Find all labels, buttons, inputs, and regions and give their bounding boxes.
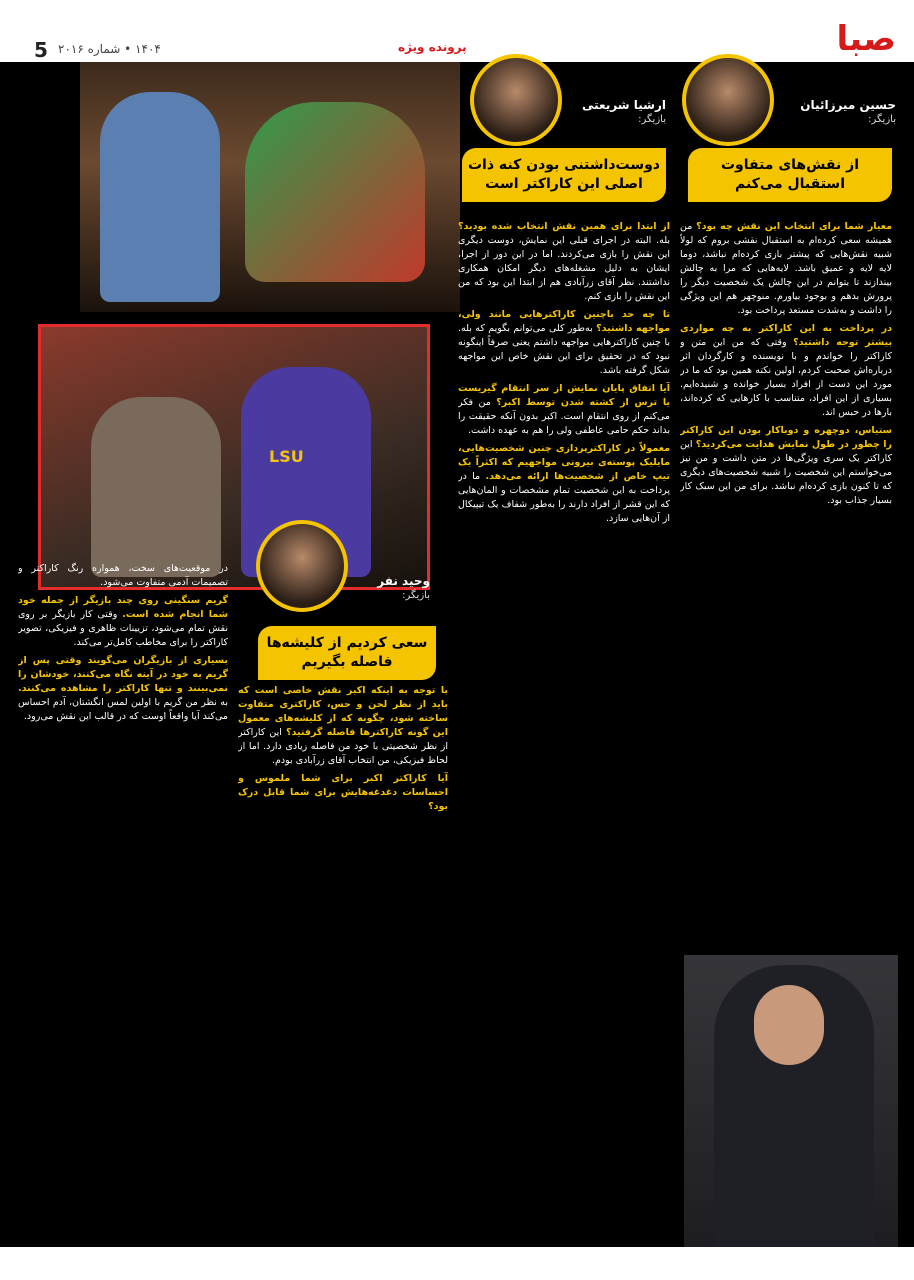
actor-face bbox=[754, 985, 824, 1065]
interview-headline: از نقش‌های متفاوت استقبال می‌کنم bbox=[688, 148, 892, 202]
interview-text bbox=[18, 562, 228, 1280]
question: از ابتدا برای همین نقش انتخاب شده بودید؟ bbox=[458, 221, 670, 232]
page-header bbox=[0, 0, 914, 62]
page-footer bbox=[0, 1247, 914, 1280]
interviewee-role: بازیگر: bbox=[868, 114, 896, 125]
issue-info: ۱۴۰۴ • شماره ۲۰۱۶ bbox=[58, 42, 161, 56]
answer: بله. البته در اجرای قبلی این نمایش، دوست دیگری این نقش را بازی می‌کردند. اما در این دور از اجرا، ایشان به دلیل مشغله‌های دیگر امکان همکاری نداشتند. نظر آقای زرآبادی هم از ابتدا این بود که من این نقش را بازی کنم. bbox=[458, 235, 670, 302]
interviewee-name: حسین میرزائیان bbox=[800, 98, 896, 112]
actor-figure bbox=[245, 102, 425, 282]
question: معمولاً در کاراکترپردازی چنین شخصیت‌هایی، مایلیک پوسته‌ی بیرونی مواجهیم که اکثراً یک تیپ خاص از شخصیت‌ها ارائه می‌دهد. bbox=[458, 443, 670, 482]
answer: وقتی که من این متن و کاراکتر را خواندم و با نویسنده و کارگردان اثر درباره‌اش صحبت کردم، اولین نکته همین بود که ما در مورد این دست از افراد بسیار خوانده و شنیده‌ایم. بسیاری از این افراد، متناسب با کارهایی که کرده‌اند، بارها در حبس اند. bbox=[680, 337, 892, 418]
page-body bbox=[0, 62, 914, 1247]
question: معیار شما برای انتخاب این نقش چه بود؟ bbox=[696, 221, 892, 232]
interview-headline: دوست‌داشتنی بودن کنه ذات اصلی این کاراکتر است bbox=[462, 148, 666, 202]
answer: ما در پرداخت به این شخصیت تمام مشخصات و المان‌هایی که این قشر از افراد دارند را به‌طور شفاف یک تیپیکال از آن‌هایی سازد. bbox=[458, 471, 670, 524]
answer: من فکر می‌کنم از روی انتقام است. اکبر بدون آنکه حقیقت را بداند حکم حامی عاطفی ولی را هم به عهده داشت. bbox=[458, 397, 670, 436]
actor-figure bbox=[100, 92, 220, 302]
interviewee-name: وحید نفر bbox=[377, 574, 430, 588]
interviewee-role: بازیگر: bbox=[638, 114, 666, 125]
question: بسیاری از بازیگران می‌گویند وقتی پس از گریم به خود در آینه نگاه می‌کنند، خودشان را نمی‌بینند و تنها کاراکتر را مشاهده می‌کنند. bbox=[18, 655, 228, 694]
interviewee-role: بازیگر: bbox=[402, 590, 430, 601]
stage-photo-middle bbox=[38, 324, 430, 590]
answer: در موقعیت‌های سخت، همواره رنگ کاراکتر و تصمیمات آدمی متفاوت می‌شود. bbox=[18, 563, 228, 588]
interview-headline: سعی کردیم از کلیشه‌ها فاصله بگیریم bbox=[258, 626, 436, 680]
question: ستیاس، دوچهره و دوباکار بودن این کاراکتر را چطور در طول نمایش هدایت می‌کردید؟ bbox=[680, 425, 892, 450]
actor-portrait-photo bbox=[684, 955, 898, 1280]
magazine-logo: صبا bbox=[836, 19, 896, 59]
section-label: پرونده ویژه bbox=[398, 40, 467, 54]
interview-text bbox=[458, 220, 670, 1280]
answer: این کاراکتر یک سری ویژگی‌ها در متن داشت و من نیز می‌خواستم این شخصیت را شبیه شخصیت‌های دیگری که تا کنون بازی کرده‌ام نباشد. برای من این سبک کار بسیار جذاب بود. bbox=[680, 439, 892, 506]
interview-text bbox=[238, 684, 448, 1280]
question: آیا اتفاق پایان نمایش از سر انتقام گیریست یا ترس از کشته شدن توسط اکبر؟ bbox=[458, 383, 670, 408]
answer: به‌طور کلی می‌توانم بگویم که بله. با چنین کاراکترهایی مواجهه داشتم یعنی صرفاً اینگونه نبود که در تحقیق برای این نقش خاص این مواجهه شکل گرفته باشد. bbox=[458, 323, 670, 376]
question: در پرداخت به این کاراکتر به چه مواردی بیشتر توجه داشتید؟ bbox=[680, 323, 892, 348]
answer: این کاراکتر از نظر شخصیتی با خود من فاصله زیادی دارد. اما از لحاظ فیزیکی، من انتخاب آقای زرآبادی بودم. bbox=[238, 727, 448, 766]
actor-figure bbox=[91, 397, 221, 577]
interviewee-name: ارشیا شریعتی bbox=[582, 98, 666, 112]
question: با توجه به اینکه اکبر نقش خاصی است که باید از نظر لحن و حس، کاراکتری متفاوت ساخته شود، چگونه که از کلیشه‌های معمول این گونه کاراکترها فاصله گرفتید؟ bbox=[238, 685, 448, 738]
answer: من همیشه سعی کرده‌ام به استقبال نقشی بروم که لولاً شبیه نقش‌هایی که پیشتر بازی کرده‌ام نباشد، دوما لایه لایه و عمیق باشد. لایه‌هایی که مرا به چالش بیندازند تا بتوانم در این چالش یک شخصیت دیگر را پرورش بدهم و بوجود بیاورم. منوچهر هم این ویژگی را داشت و به‌شدت مستعد پرداخت بود. bbox=[680, 221, 892, 316]
answer: به نظر من گریم با اولین لمس انگشتان، آدم احساس می‌کند آیا واقعاً اوست که در قالب این نقش می‌رود. bbox=[18, 697, 228, 722]
question: گریم سنگینی روی چند بازیگر از جمله خود شما انجام شده است. bbox=[18, 595, 228, 620]
shirt-print: LSU bbox=[269, 447, 304, 466]
page-number: 5 bbox=[34, 38, 48, 62]
stage-photo-top bbox=[80, 62, 460, 312]
question: تا چه حد باچنین کاراکترهایی مانند ولی، مواجهه داشتید؟ bbox=[458, 309, 670, 334]
question: آیا کاراکتر اکبر برای شما ملموس و احساسات دغدغه‌هایش برای شما قابل درک بود؟ bbox=[238, 773, 448, 812]
interview-text bbox=[680, 220, 892, 940]
answer: وقتی کار بازیگر بر روی نقش تمام می‌شود، تزیینات ظاهری و فیزیکی، تصویر کاراکتر را برای مخاطب کامل‌تر می‌کند. bbox=[18, 609, 228, 648]
